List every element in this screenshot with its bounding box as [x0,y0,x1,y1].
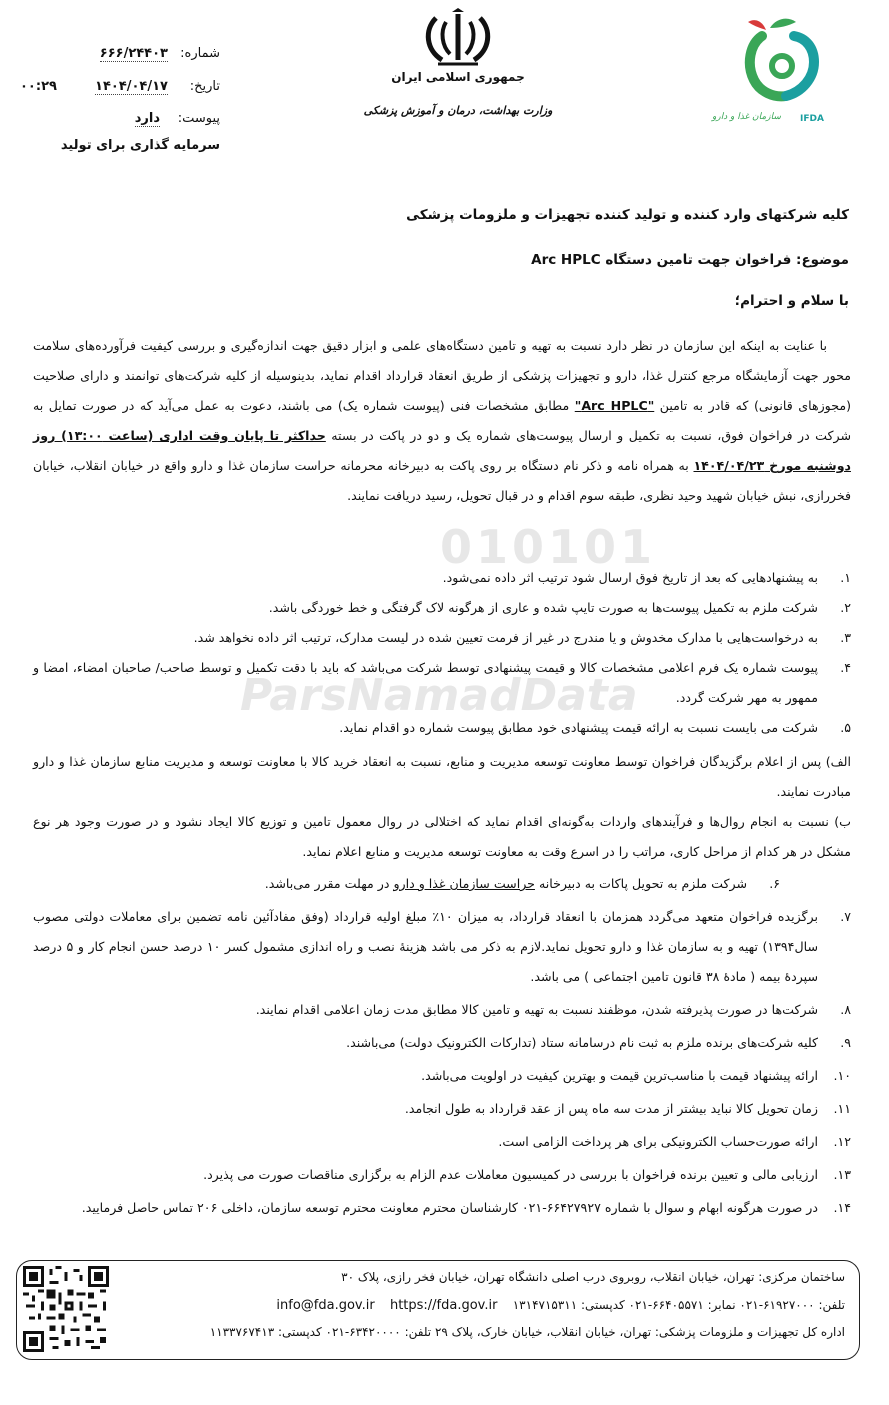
date-value: ۱۴۰۴/۰۴/۱۷ [95,79,168,94]
list-item [33,902,851,992]
item-number: ۱۰. [833,1068,851,1083]
item-text: شرکت می بایست نسبت به ارائه قیمت پیشنهادی خود مطابق پیوست شماره دو اقدام نماید. [339,720,818,735]
item6-post: در مهلت مقرر می‌باشد. [264,876,390,891]
item-text: زمان تحویل کالا نباید بیشتر از مدت سه ماه پس از عقد قرارداد به طول انجامد. [404,1101,818,1116]
watermark-brand: ParsNamadData [240,670,638,721]
addressee: کلیه شرکتهای وارد کننده و تولید کننده تجهیزات و ملزومات پزشکی [406,207,849,223]
item-number: ۱۴. [833,1200,851,1215]
iran-emblem [418,8,498,70]
footer-website[interactable]: https://fda.gov.ir [389,1298,498,1313]
item-text: به درخواست‌هایی با مدارک مخدوش و یا مندرج در غیر از فرمت تعیین شده در لیست مدارک، ترتیب اثر داده نخواهد شد. [193,630,818,645]
item-text: ارائه صورت‌حساب الکترونیکی برای هر پرداخت الزامی است. [498,1134,818,1149]
item6-underlined: حراست سازمان غذا و دارو [393,876,535,891]
item-number: ۳. [840,630,851,645]
body-part2: مطابق مشخصات فنی (پیوست شماره یک) می باشند، دعوت به عمل می‌آید که در صورت تمایل به شرکت در فراخوان فوق، نسبت به تکمیل و ارسال پیوست‌های شماره یک و دو در پاکت در بسته [33,398,852,443]
item-text: شرکت ملزم به تکمیل پیوست‌ها به صورت تایپ شده و عاری از هرگونه لاک گرفتگی و خط خوردگی باشد. [268,600,818,615]
list-item [0,869,780,899]
emblem-icon [418,8,498,70]
item-number: ۷. [840,909,851,924]
item-text: برگزیده فراخوان متعهد می‌گردد همزمان با انعقاد قرارداد، به میزان ۱۰٪ مبلغ اولیه قرارداد (وفق مفادآئین نامه تضمین برای معاملات دولتی مصوب سال۱۳۹۴) تهیه و به سازمان غذا و دارو تحویل نماید.لازم به ذکر می باشد هزینهٔ نصب و راه اندازی مشمول کسر ۱۰ درصد حسن انجام کار و ۵ درصد سپردهٔ بیمه ( مادهٔ ۳۸ قانون تامین اجتماعی ) می باشد. [33,909,818,984]
footer-department: اداره کل تجهیزات و ملزومات پزشکی: تهران، خیابان انقلاب، خیابان خارک، پلاک ۲۹ تلفن: ۶۳۴۲۰۰۰۰-۰۲۱ کدپستی: ۱۱۳۳۷۶۷۴۱۳ [209,1325,845,1339]
subitems [33,747,851,867]
item-number: ۵. [840,720,851,735]
item-number: ۱۱. [833,1101,851,1116]
item-number: ۸. [840,1002,851,1017]
ifda-logo [710,8,850,133]
body-part1: با عنایت به اینکه این سازمان در نظر دارد نسبت به تهیه و تامین دستگاه‌های علمی و ابزار دقیق جهت اندازه‌گیری و بررسی کیفیت فرآورده‌های سلامت محور جهت آزمایشگاه مرجع کنترل غذا، دارو و تجهیزات پزشکی از طریق انعقاد قرارداد اقدام نماید، بدینوسیله از کلیه شرکت‌های توانمند و دارای صلاحیت (مجوزهای قانونی) که قادر به تامین [33,338,851,413]
item-text: شرکت‌ها در صورت پذیرفته شدن، موظفند نسبت به تهیه و تامین کالا مطابق مدت زمان اعلامی اقدام نمایند. [255,1002,818,1017]
item-text: کلیه شرکت‌های برنده ملزم به ثبت نام درسامانه ستاد (تدارکات الکترونیک دولت) می‌باشند. [346,1035,818,1050]
greeting: با سلام و احترام؛ [734,293,849,309]
list-item [33,1160,851,1190]
list-item [33,593,851,623]
list-item [33,995,851,1025]
item-text: ارزیابی مالی و تعیین برنده فراخوان با بررسی در کمیسیون معاملات عدم الزام به برگزاری مناقصات صورت می پذیرد. [203,1167,818,1182]
list-item [33,653,851,713]
attachment-label: پیوست: [177,111,220,126]
item-number: ۶. [769,876,780,891]
subitem-be: ب) نسبت به انجام روال‌ها و فرآیندهای واردات به‌گونه‌ای اقدام نماید که اختلالی در روال معمول تامین و توزیع کالا ایجاد نشود و در صورت وجود هر نوع مشکل در هر کدام از مراحل کاری، مراتب را در اسرع وقت به معاونت توسعه مدیریت و منابع اعلام نماید. [33,814,851,859]
list-item [33,1094,851,1124]
body-deadline: حداکثر تا پایان وقت اداری (ساعت ۱۳:۰۰) روز دوشنبه مورخ ۱۴۰۴/۰۴/۲۳ [33,428,851,473]
list-item [33,1193,851,1223]
items-list-a [33,563,851,743]
list-item [33,1028,851,1058]
item6-pre: شرکت ملزم به تحویل پاکات به دبیرخانه [538,876,747,891]
qr-code-icon [23,1266,109,1352]
footer-phones: تلفن: ۶۱۹۲۷۰۰۰-۰۲۱ نمابر: ۶۶۴۰۵۵۷۱-۰۲۱ کدپستی: ۱۳۱۴۷۱۵۳۱۱ [512,1298,845,1312]
list-item [33,1061,851,1091]
item-number: ۴. [840,660,851,675]
subject: موضوع: فراخوان جهت تامین دستگاه Arc HPLC [531,252,849,268]
item-number: ۱۲. [833,1134,851,1149]
campaign-slogan: سرمایه گذاری برای تولید [60,138,220,153]
attachment-value: دارد [134,111,160,126]
number-value: ۶۶۶/۲۴۴۰۳ [99,46,168,61]
number-label: شماره: [180,46,220,61]
qr-code [23,1266,109,1352]
item-number: ۱. [840,570,851,585]
body-paragraph [33,331,851,511]
item-text: در صورت هرگونه ابهام و سوال با شماره ۶۶۴۲۷۹۲۷-۰۲۱ کارشناسان محترم معاونت محترم توسعه سازمان، داخلی ۲۰۶ تماس حاصل فرمایید. [81,1200,818,1215]
list-item [33,713,851,743]
list-item [33,563,851,593]
item-number: ۹. [840,1035,851,1050]
logo-persian-name: سازمان غذا و دارو [712,112,781,122]
logo-latin-name: IFDA [800,114,824,124]
footer-email[interactable]: info@fda.gov.ir [276,1298,375,1313]
footer-contact [276,1298,845,1313]
item-number: ۱۳. [833,1167,851,1182]
time-value: ۰۰:۲۹ [20,79,57,94]
body-device: "Arc HPLC" [574,398,655,413]
body-part3: به همراه نامه و ذکر نام دستگاه بر روی پاکت به دبیرخانه محرمانه حراست سازمان غذا و دارو واقع در خیابان انقلاب، خیابان فخررازی، نبش خیابان شهید وحید نظری، طبقه سوم اقدام و در قبال تحویل، رسید دریافت نمایند. [33,458,851,503]
item-text: ارائه پیشنهاد قیمت با مناسب‌ترین قیمت و بهترین کیفیت در اولویت می‌باشد. [421,1068,818,1083]
item-number: ۲. [840,600,851,615]
date-label: تاریخ: [189,79,220,94]
item-text [0,869,747,899]
footer-box [16,1260,860,1360]
item-text: پیوست شماره یک فرم اعلامی مشخصات کالا و قیمت پیشنهادی توسط شرکت می‌باشد که باید با دقت تکمیل و توسط صاحب/ صاحبان امضاء، امضا و ممهور به مهر شرکت گردد. [33,660,818,705]
item-text: به پیشنهادهایی که بعد از تاریخ فوق ارسال شود ترتیب اثر داده نمی‌شود. [442,570,818,585]
emblem-line2: وزارت بهداشت، درمان و آموزش پزشکی [363,104,553,117]
letter-meta [20,46,220,156]
watermark-code: 010101 [440,520,657,574]
subitem-alef: الف) پس از اعلام برگزیدگان فراخوان توسط معاونت توسعه مدیریت و منابع، نسبت به انعقاد خرید کالا با معاونت توسعه و مدیریت منابع سازمان غذا و دارو مبادرت نمایند. [33,754,851,799]
emblem-line1: جمهوری اسلامی ایران [391,70,525,84]
list-item [33,623,851,653]
footer-address: ساختمان مرکزی: تهران، خیابان انقلاب، روبروی درب اصلی دانشگاه تهران، خیابان فخر رازی، پلاک ۳۰ [341,1270,845,1284]
items-list-b [33,902,851,1223]
list-item [33,1127,851,1157]
